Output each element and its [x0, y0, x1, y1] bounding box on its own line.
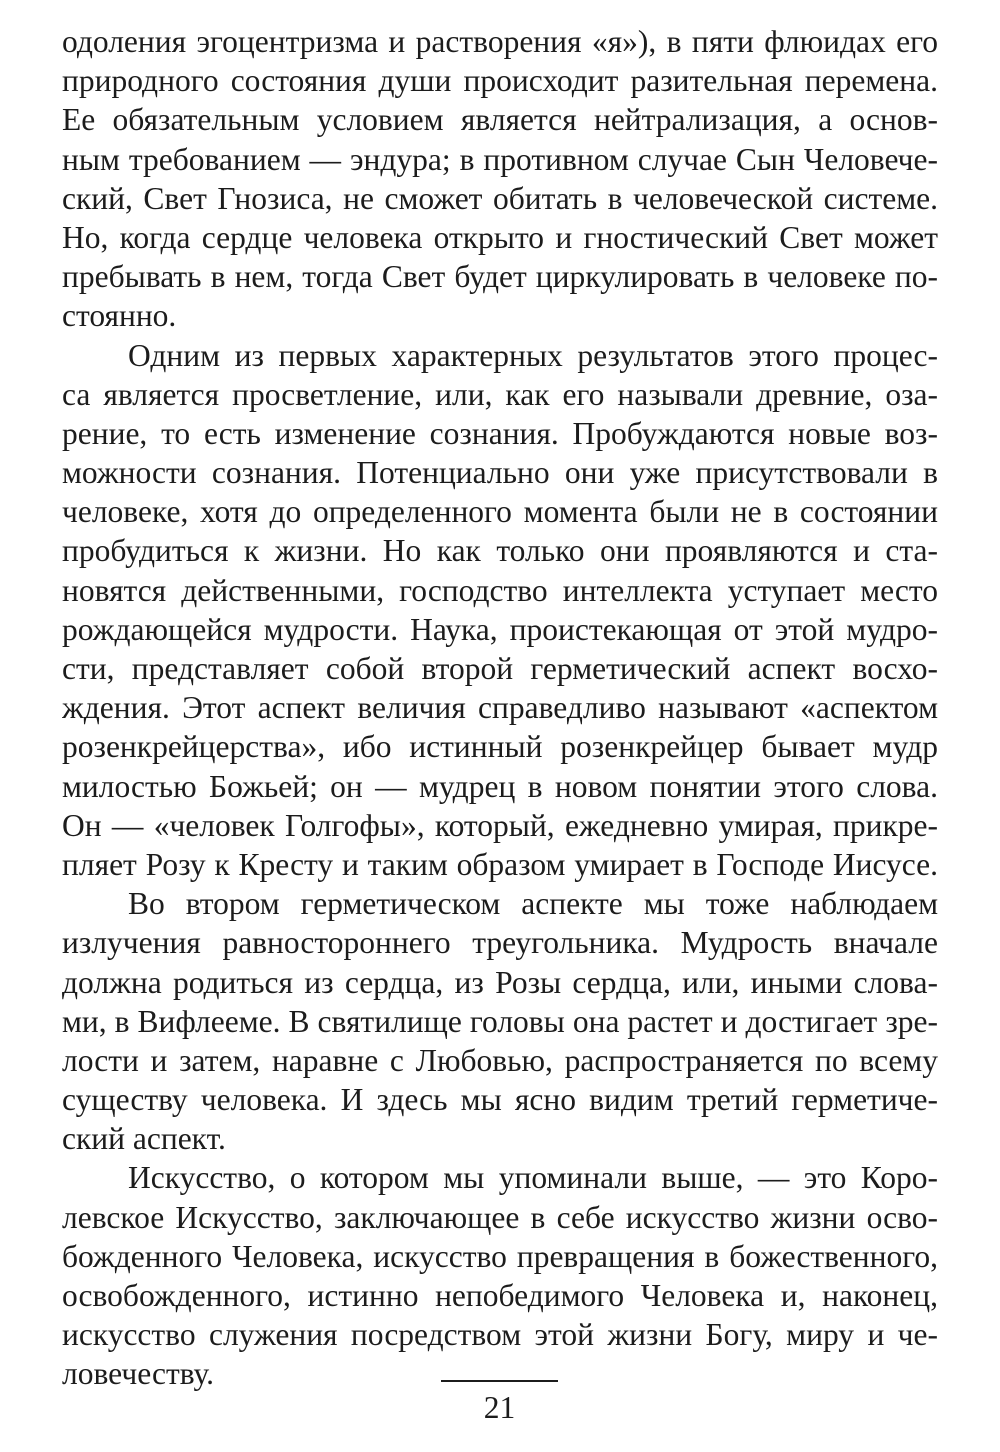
text-line: существу человека. И здесь мы ясно видим третий герметиче- [62, 1082, 938, 1118]
paragraph [62, 22, 938, 336]
text-line: Одним из первых характерных результатов этого процес- [128, 337, 938, 373]
text-line: ский, Свет Гнозиса, не сможет обитать в человеческой системе. [62, 180, 938, 216]
text-line: са является просветление, или, как его называли древние, оза- [62, 376, 938, 412]
text-line: ждения. Этот аспект величия справедливо называют «аспектом [62, 690, 938, 726]
text-line: можности сознания. Потенциально они уже присутствовали в [62, 455, 938, 491]
text-line: сти, представляет собой второй герметический аспект восхо- [62, 651, 938, 686]
text-line: новятся действенными, господство интеллекта уступает место [62, 572, 938, 608]
text-line: пляет Розу к Кресту и таким образом умирает в Господе Иисусе. [62, 846, 938, 882]
text-line: природного состояния души происходит разительная перемена. [62, 63, 938, 99]
text-line: искусство служения посредством этой жизни Богу, миру и че- [62, 1317, 938, 1353]
text-line: Он — «человек Голгофы», который, ежедневно умирая, прикре- [62, 807, 938, 843]
text-line: рение, то есть изменение сознания. Пробуждаются новые воз- [62, 415, 938, 451]
text-line: стоянно. [62, 298, 177, 334]
text-line: Во втором герметическом аспекте мы тоже наблюдаем [128, 886, 938, 922]
text-line: левское Искусство, заключающее в себе искусство жизни осво- [62, 1199, 938, 1235]
text-line: Искусство, о котором мы упоминали выше, — это Коро- [128, 1160, 938, 1196]
text-line: ми, в Вифлееме. В святилище головы она растет и достигает зре- [62, 1003, 938, 1039]
paragraph [62, 1158, 938, 1393]
text-line: должна родиться из сердца, из Розы сердца, или, иными слова- [62, 964, 938, 1000]
text-line: ский аспект. [62, 1121, 226, 1157]
text-line: излучения равностороннего треугольника. Мудрость вначале [62, 925, 938, 961]
text-line: пребывать в нем, тогда Свет будет циркулировать в человеке по- [62, 259, 938, 295]
paragraph [62, 884, 938, 1158]
page-number: 21 [483, 1390, 516, 1425]
footer-rule [441, 1380, 558, 1382]
text-line: рождающейся мудрости. Наука, проистекающая от этой мудро- [62, 611, 938, 647]
page-body [62, 22, 938, 1394]
text-line: розенкрейцерства», ибо истинный розенкрейцер бывает мудр [62, 729, 938, 765]
text-line: освобожденного, истинно непобедимого Человека и, наконец, [62, 1278, 938, 1313]
text-line: ловечеству. [62, 1356, 214, 1392]
text-line: Ее обязательным условием является нейтрализация, а основ- [62, 102, 938, 138]
text-line: милостью Божьей; он — мудрец в новом понятии этого слова. [62, 768, 938, 804]
text-line: одоления эгоцентризма и растворения «я»), в пяти флюидах его [62, 24, 938, 59]
text-line: ным требованием — эндура; в противном случае Сын Человече- [62, 141, 938, 177]
paragraph [62, 336, 938, 885]
text-line: пробудиться к жизни. Но как только они проявляются и ста- [62, 533, 938, 569]
text-line: божденного Человека, искусство превращения в божественного, [62, 1238, 938, 1274]
text-line: Но, когда сердце человека открыто и гностический Свет может [62, 219, 938, 255]
text-line: человеке, хотя до определенного момента были не в состоянии [62, 494, 938, 530]
text-line: лости и затем, наравне с Любовью, распространяется по всему [62, 1042, 938, 1078]
